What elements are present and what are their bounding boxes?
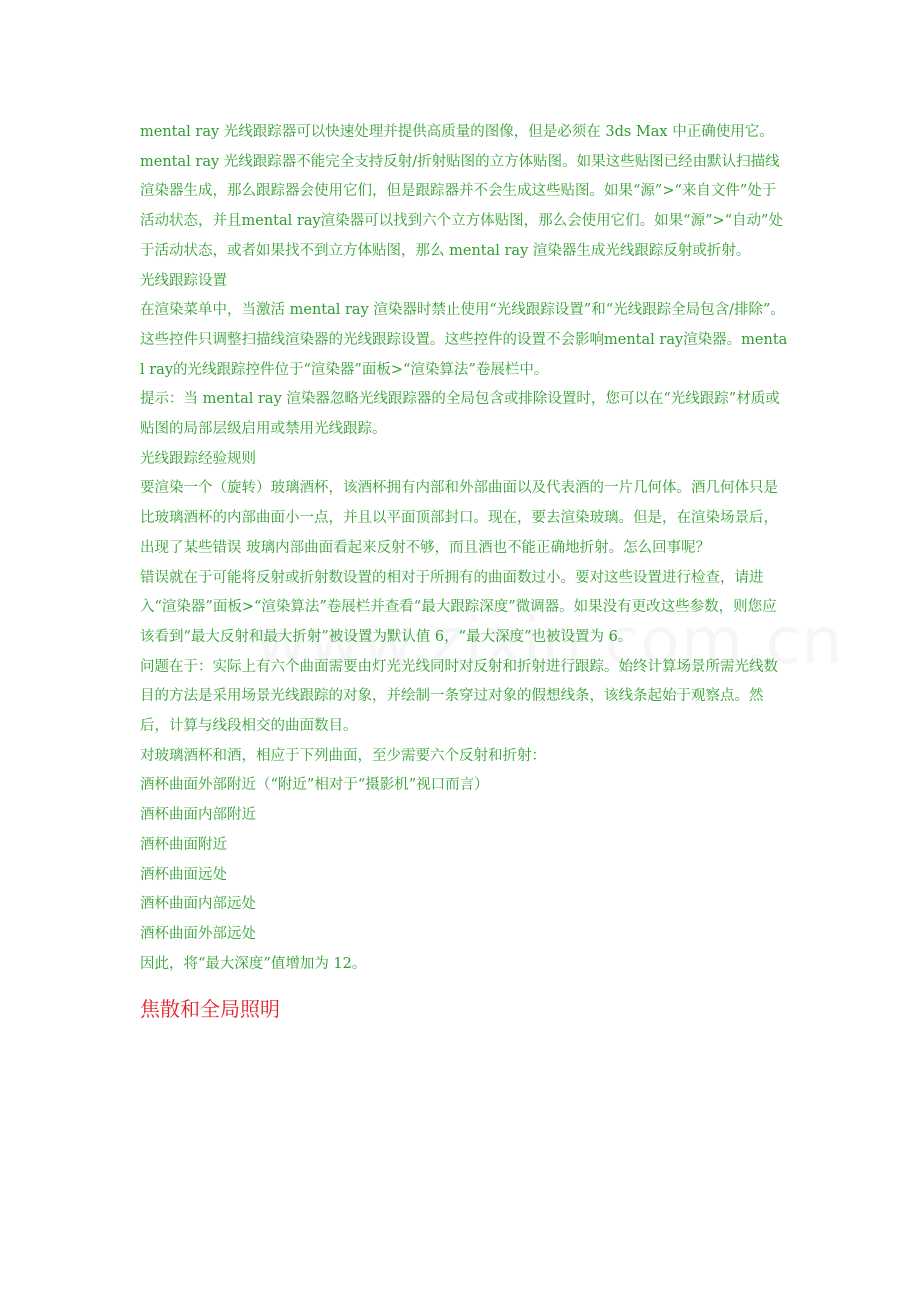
- paragraph-6: 问题在于：实际上有六个曲面需要由灯光光线同时对反射和折射进行跟踪。始终计算场景所需光线数目的方法是采用场景光线跟踪的对象，并绘制一条穿过对象的假想线条，该线条起始于观察点。然后，计算与线段相交的曲面数目。: [140, 658, 778, 735]
- section-heading-caustics: 焦散和全局照明: [140, 997, 280, 1022]
- tip-paragraph: 提示：当 mental ray 渲染器忽略光线跟踪器的全局包含或排除设置时，您可以在“光线跟踪”材质或贴图的局部层级启用或禁用光线跟踪。: [140, 391, 780, 438]
- document-body: [140, 118, 790, 1026]
- list-item: 酒杯曲面内部远处: [140, 896, 256, 913]
- list-item: 酒杯曲面内部附近: [140, 807, 256, 824]
- paragraph-4: 要渲染一个（旋转）玻璃酒杯，该酒杯拥有内部和外部曲面以及代表酒的一片几何体。酒几何体只是比玻璃酒杯的内部曲面小一点，并且以平面顶部封口。现在，要去渲染玻璃。但是，在渲染场景后，出现了某些错误 玻璃内部曲面看起来反射不够，而且酒也不能正确地折射。怎么回事呢？: [140, 480, 778, 556]
- paragraph-5: 错误就在于可能将反射或折射数设置的相对于所拥有的曲面数过小。要对这些设置进行检查，请进入“渲染器”面板>“渲染算法”卷展栏并查看“最大跟踪深度”微调器。如果没有更改这些参数，则您应该看到“最大反射和最大折射”被设置为默认值 6，“最大深度”也被设置为 6。: [140, 569, 777, 645]
- conclusion-paragraph: 因此，将“最大深度”值增加为 12。: [140, 955, 367, 972]
- paragraph-2: mental ray 光线跟踪器不能完全支持反射/折射贴图的立方体贴图。如果这些贴图已经由默认扫描线渲染器生成，那么跟踪器会使用它们，但是跟踪器并不会生成这些贴图。如果“源”>“来自文件”处于活动状态，并且mental ray渲染器可以找到六个立方体贴图，那么会使用它们。如果“源”>“自动”处于活动状态，或者如果找不到立方体贴图，那么 mental ray 渲染器生成光线跟踪反射或折射。: [140, 153, 783, 259]
- list-item: 酒杯曲面远处: [140, 866, 227, 883]
- paragraph-7: 对玻璃酒杯和酒，相应于下列曲面，至少需要六个反射和折射：: [140, 747, 546, 764]
- list-item: 酒杯曲面附近: [140, 836, 227, 853]
- section-title-raytrace-rules: 光线跟踪经验规则: [140, 450, 256, 467]
- list-item: 酒杯曲面外部远处: [140, 925, 256, 942]
- paragraph-3: 在渲染菜单中，当激活 mental ray 渲染器时禁止使用“光线跟踪设置”和“光线跟踪全局包含/排除”。这些控件只调整扫描线渲染器的光线跟踪设置。这些控件的设置不会影响mental ray渲染器。mental ray的光线跟踪控件位于“渲染器”面板>“渲染算法”卷展栏中。: [140, 302, 788, 378]
- section-title-raytrace-settings: 光线跟踪设置: [140, 272, 227, 289]
- paragraph-1: mental ray 光线跟踪器可以快速处理并提供高质量的图像，但是必须在 3ds Max 中正确使用它。: [140, 124, 774, 140]
- list-item: 酒杯曲面外部附近（“附近”相对于“摄影机”视口而言）: [140, 777, 489, 794]
